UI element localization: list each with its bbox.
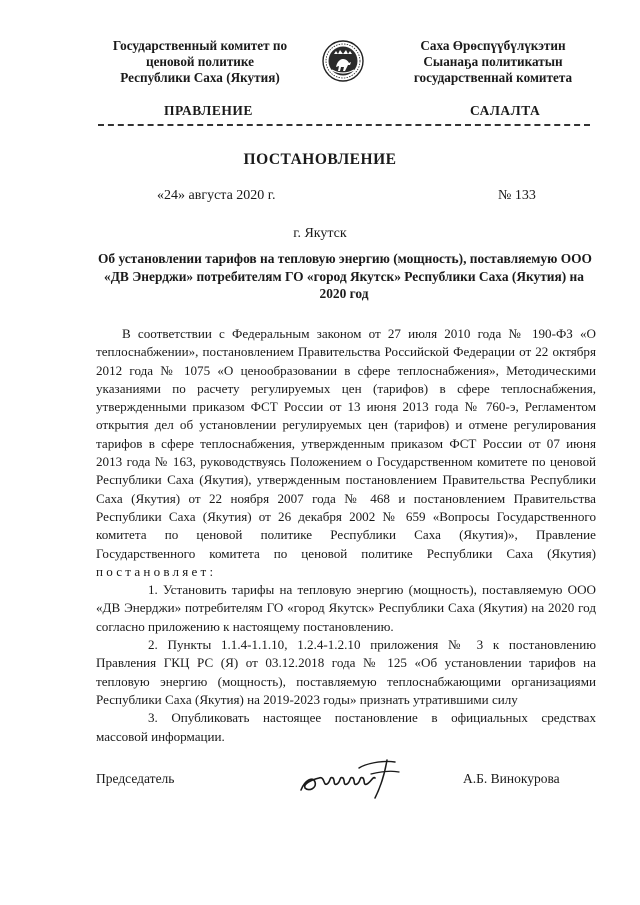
header-divider: [98, 124, 590, 126]
item2-line: Правления ГКЦ РС (Я) от 03.12.2018 года № 125 «Об установлении тарифов на: [96, 655, 596, 671]
header-left-line: ценовой политике: [145, 54, 255, 69]
preamble-line: комитета по ценовой политике Республики Саха (Якутия)», Правление: [96, 527, 596, 543]
preamble-line: Республики Саха (Якутия) от 26 декабря 2002 № 659 «Вопросы Государственного: [96, 508, 596, 524]
document-subject: [98, 250, 590, 303]
item3-line: массовой информации.: [96, 728, 225, 744]
preamble-line: указаниями по расчету регулируемых цен (тарифов) в сфере теплоснабжения,: [96, 380, 596, 396]
document-title: ПОСТАНОВЛЕНИЕ: [243, 151, 397, 168]
preamble-line: Республики Саха (Якутия), утвержденным постановлением Правительства Республики: [96, 472, 596, 488]
document-date: «24» августа 2020 г.: [157, 188, 276, 203]
item1-line: согласно приложению к настоящему постановлению.: [96, 618, 394, 634]
resolves-word: постановляет:: [96, 563, 217, 579]
header-right-line: Сыанаҕа политикатын: [423, 54, 563, 69]
preamble-line: тарифов в сфере теплоснабжения, утвержденным приказом ФСТ России от 07 июня: [96, 435, 596, 451]
preamble-line: открытия дел об установлении регулируемых цен (тарифов) и отмене регулирования: [96, 417, 596, 433]
signatory-title: Председатель: [96, 771, 175, 786]
item1-line: 1. Установить тарифы на тепловую энергию (мощность), поставляемую ООО: [148, 582, 596, 598]
subject-line: 2020 год: [319, 286, 369, 301]
preamble-line: Саха (Якутия) от 22 ноября 2007 года № 468 и постановлением Правительства: [96, 490, 596, 506]
document-city: г. Якутск: [293, 226, 347, 241]
signatory-name: А.Б. Винокурова: [463, 771, 560, 786]
preamble-line: 2013 года № 163, руководствуясь Положением о Государственном комитете по ценовой: [96, 454, 596, 470]
preamble-line: В соответствии с Федеральным законом от 27 июля 2010 года № 190-ФЗ «О: [122, 326, 596, 341]
item2-line: тепловую энергию (мощность), поставляемую теплоснабжающими организациями: [96, 673, 596, 689]
document-number: № 133: [498, 188, 536, 203]
header-right-line: Саха Өрөспүүбүлүкэтин: [420, 38, 566, 53]
preamble-line: Государственного комитета по ценовой политике Республики Саха (Якутия): [96, 545, 596, 561]
header-right-line: государственнай комитета: [413, 70, 573, 85]
org-board-label-sakha: САЛАЛТА: [470, 103, 541, 118]
header-left-agency: [100, 38, 300, 86]
item2-line: Республики Саха (Якутия) на 2019-2023 годы» признать утратившими силу: [96, 691, 518, 707]
item1-line: «ДВ Энерджи» потребителям ГО «город Якутск» Республики Саха (Якутия) на 2020 год: [96, 600, 596, 616]
subject-line: Об установлении тарифов на тепловую энергию (мощность), поставляемую ООО: [98, 251, 592, 266]
coat-of-arms-icon: [322, 40, 364, 82]
preamble-line: 2012 года № 1075 «О ценообразовании в сфере теплоснабжения», Методическими: [96, 362, 596, 378]
subject-line: «ДВ Энерджи» потребителям ГО «город Якутск» Республики Саха (Якутия) на: [104, 268, 584, 284]
document-body: [96, 325, 596, 746]
preamble-line: теплоснабжении», постановлением Правительства Российской Федерации от 22 октября: [96, 344, 596, 360]
item2-line: 2. Пункты 1.1.4-1.1.10, 1.2.4-1.2.10 приложения № 3 к постановлению: [148, 637, 596, 653]
header-right-agency: [393, 38, 593, 86]
org-board-label-ru: ПРАВЛЕНИЕ: [164, 103, 253, 118]
header-left-line: Государственный комитет по: [112, 38, 288, 53]
preamble-line: утвержденными приказом ФСТ России от 13 июня 2013 года № 760-э, Регламентом: [96, 399, 596, 415]
item3-line: 3. Опубликовать настоящее постановление в официальных средствах: [148, 710, 596, 726]
header-left-line: Республики Саха (Якутия): [120, 70, 280, 85]
handwritten-signature-icon: [295, 754, 410, 802]
